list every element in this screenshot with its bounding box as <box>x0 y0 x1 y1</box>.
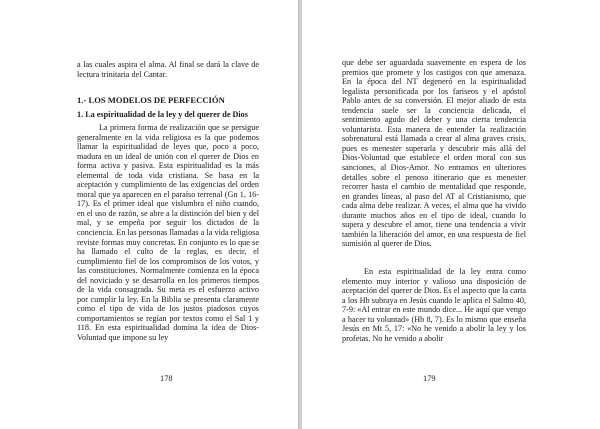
section-heading: 1.- LOS MODELOS DE PERFECCIÓN <box>77 95 225 105</box>
left-intro-text: a las cuales aspira el alma. Al final se dará la clave de lectura trinitaria del Cantar. <box>77 60 259 79</box>
right-paragraph-1 <box>342 58 526 249</box>
right-page <box>301 0 600 429</box>
right-paragraph-2-text: En esta espiritualidad de la ley entra como elemento muy interior y valioso una disposición de aceptación del querer de Dios. Es el aspecto que la carta a los Hb subraya en Jesús cuando le aplica el Salmo 40, 7-9: «Al entrar en este mundo dice... He aquí que vengo a hacer tu voluntad» (Hb 8, 7). Es lo mismo que enseña Jesús en Mt 5, 17: «No he venido a abolir la ley y los profetas. No he venido a abolir <box>342 267 526 343</box>
right-page-number: 179 <box>423 374 436 383</box>
subsection-heading: 1. La espiritualidad de la ley y del querer de Dios <box>77 110 248 119</box>
left-paragraph <box>77 123 259 343</box>
right-paragraph-2 <box>342 267 526 343</box>
left-paragraph-text: La primera forma de realización que se persigue generalmente en la vida religiosa es la que podemos llamar la espiritualidad de leyes que, poco a poco, madura en un ideal de unión con el querer de Dios en forma activa y pasiva. Esta espiritualidad es la más elemental de toda vida cristiana. Se basa en la aceptación y cumplimiento de las exigencias del orden moral que ya aparecen en el paraíso terrenal (Gn 1, 16-17). Es el primer ideal que vislumbra el niño cuando, en el uso de razón, se abre a la distinción del bien y del mal, y se empeña por seguir los dictados de la conciencia. En las personas llamadas a la vida religiosa reviste formas muy concretas. En conjunto es lo que se ha llamado el culto de la reglas, es decir, el cumplimiento fiel de los compromisos de los votos, y las constituciones. Normalmente comienza en la época del noviciado y se desarrolla en los primeros tiempos de la vida consagrada. Su meta es el esfuerzo activo por cumplir la ley. En la Biblia se presenta claramente como el tipo de vida de los justos piadosos cuyos comportamientos se regían por textos como el Sal 1 y 118. En esta espiritualidad domina la idea de Dios-Voluntad que impone su ley <box>77 123 259 343</box>
left-page-number: 178 <box>160 374 173 383</box>
right-paragraph-1-text: que debe ser aguardada suavemente en espera de los premios que promete y los castigos con que amenaza. En la época del NT degeneró en la espiritualidad legalista personificada por los fariseos y el apóstol Pablo antes de su conversión. El mejor aliado de esta tendencia suele ser la conciencia delicada, el sentimiento agudo del deber y una cierta tendencia voluntarista. Esta manera de entender la realización sobrenatural está llamada a crear al alma graves crisis, pues es menester superarla y descubrir más allá del Dios-Voluntad que establece el orden moral con sus sanciones, al Dios-Amor. No entramos en ulteriores detalles sobre el penoso itinerario que es menester recorrer hasta el cambio de mentalidad que responde, en grandes líneas, al paso del AT al Cristianismo, que cada alma debe realizar. A veces, el alma que ha vivido durante muchos años en el tipo de ideal, cuando lo supera y descubre el amor, tiene una tendencia a vivir también la liberación del amor, en una respuesta de fiel sumisión al querer de Dios. <box>342 58 526 249</box>
left-page <box>0 0 299 429</box>
